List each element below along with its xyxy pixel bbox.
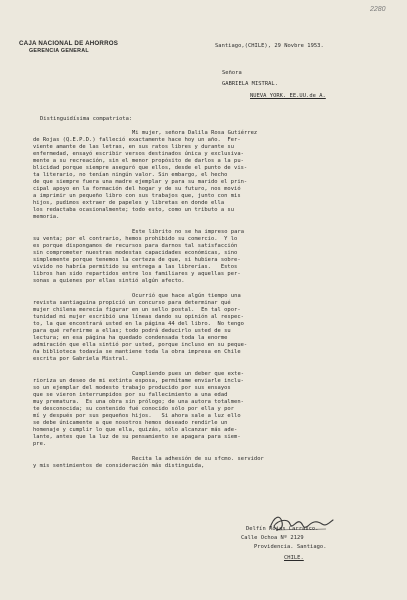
paragraph-1-line: cipal apoyo en la formación del hogar y de su futuro, nos movió xyxy=(33,186,241,192)
paragraph-3-line: admiración que ella sintió por usted, porque incluso en su peque- xyxy=(33,342,248,348)
paragraph-4-line: que se vieron interrumpidos por su fallecimiento a una edad xyxy=(33,392,228,398)
paragraph-3-line: mujer chilena merecía figurar en un sello postal. En tal opor- xyxy=(33,307,241,313)
salutation: Distinguidísima compatriota: xyxy=(40,116,133,122)
paragraph-3-line: ña biblioteca todavía se mantiene toda la obra impresa en Chile xyxy=(33,349,241,355)
letterhead-department: GERENCIA GENERAL xyxy=(29,48,89,54)
paragraph-1-line: de que siempre fuera una madre ejemplar y para su marido el prin- xyxy=(33,179,248,185)
paragraph-1-line: a imprimir un pequeño libro con sus trabajos que, junto con mis xyxy=(33,193,241,199)
paragraph-1-line: mente a su recreación, sin el menor propósito de darlos a la pu- xyxy=(33,158,244,164)
date-line: Santiago,(CHILE), 29 Novbre 1953. xyxy=(215,43,324,49)
sender-country: CHILE. xyxy=(284,555,304,561)
recipient-honorific: Señora xyxy=(222,70,242,76)
paragraph-2-line: vivido no habría permitido su entrega a las librerías. Estos xyxy=(33,264,238,270)
sender-address: Calle Ochoa Nº 2129 xyxy=(241,535,304,541)
paragraph-1-line: los redactaba ocasionalmente; todo esto, como un tributo a su xyxy=(33,207,235,213)
paragraph-4-line: mí y después por sus pequeños hijos. Si ahora sale a luz ello xyxy=(33,413,241,419)
recipient-name: GABRIELA MISTRAL. xyxy=(222,81,279,87)
paragraph-1-line: memoria. xyxy=(33,214,60,220)
paragraph-1-line: hijos, pudimos extraer de papeles y libretas en donde ella xyxy=(33,200,225,206)
paragraph-2-line: es porque dispongamos de recursos para darnos tal satisfacción xyxy=(33,243,238,249)
paragraph-3-line: Ocurrió que hace algún tiempo una xyxy=(132,293,241,299)
recipient-city: NUEVA YORK. EE.UU.de A. xyxy=(250,93,326,99)
paragraph-2-line: su venta; por el contrario, hemos prohibido su comercio. Y lo xyxy=(33,236,238,242)
paragraph-2-line: sin comprometer nuestras modestas capacidades económicas, sino xyxy=(33,250,238,256)
paragraph-2-line: libros han sido repartidos entre los familiares y aquellas per- xyxy=(33,271,241,277)
paragraph-1-line: blicidad porque siempre aseguró que ellos, desde el punto de vis- xyxy=(33,165,248,171)
paragraph-3-line: to, la que encontrará usted en la página 44 del libro. No tengo xyxy=(33,321,244,327)
paragraph-4-line: te desconocida; su contenido fué conocido sólo por ella y por xyxy=(33,406,235,412)
paragraph-2-line: Este librito no se ha impreso para xyxy=(132,229,245,235)
paragraph-4-line: homenaje y cumplir lo que ella, quizás, sólo alcanzar más ade- xyxy=(33,427,238,433)
sender-locality: Providencia. Santiago. xyxy=(254,544,327,550)
closing-line: y mis sentimientos de consideración más distinguida, xyxy=(33,463,205,469)
paragraph-1-line: ta literario, no tenían ningún valor. Sin embargo, el hecho xyxy=(33,172,228,178)
paragraph-3-line: tunidad mi mujer escribió una líneas dando su opinión al respec- xyxy=(33,314,244,320)
paragraph-3-line: revista santiaguina propició un concurso para determinar qué xyxy=(33,300,231,306)
paragraph-1-line: viente amante de las letras, en sus ratos libres y durante su xyxy=(33,144,235,150)
letterhead-organization: CAJA NACIONAL DE AHORROS xyxy=(19,40,119,47)
closing-line: Recita la adhesión de su sfcmo. servidor xyxy=(132,456,264,462)
paragraph-1-line: Mi mujer, señora Dalila Rosa Gutiérrez xyxy=(132,130,258,136)
paragraph-4-line: Cumpliendo pues un deber que exte- xyxy=(132,371,245,377)
paragraph-4-line: muy prematura. Es una obra sin prólogo; de una autora totalmen- xyxy=(33,399,244,405)
paragraph-3-line: para qué referirme a ellas; todo podrá deducirlo usted de su xyxy=(33,328,231,334)
paragraph-4-line: rioriza un deseo de mi extinta esposa, permítame enviarle inclu- xyxy=(33,378,244,384)
paragraph-4-line: pre. xyxy=(33,441,47,447)
paragraph-3-line: escrita por Gabriela Mistral. xyxy=(33,356,129,362)
sender-name: Delfín Rojas Carrasco. xyxy=(246,526,319,532)
archive-number: 2280 xyxy=(370,6,386,13)
paragraph-3-line: lectura; en esa página ha quedado condensada toda la enorme xyxy=(33,335,228,341)
paragraph-1-line: de Rojas (Q.E.P.D.) falleció exactamente hace hoy un año. Fer- xyxy=(33,137,241,143)
paragraph-4-line: so un ejemplar del modesto trabajo producido por sus ensayos xyxy=(33,385,231,391)
paragraph-4-line: lante, antes que la luz de su pensamiento se apagara para siem- xyxy=(33,434,241,440)
paragraph-4-line: se debe únicamente a que nosotros hemos deseado rendirle un xyxy=(33,420,228,426)
paragraph-2-line: sonas a quienes por ellas sintió algún afecto. xyxy=(33,278,185,284)
paragraph-2-line: simplemente porque tenemos la certeza de que, si hubiera sobre- xyxy=(33,257,241,263)
paragraph-1-line: enfermedad, ensayó escribir versos destinados única y exclusiva- xyxy=(33,151,244,157)
